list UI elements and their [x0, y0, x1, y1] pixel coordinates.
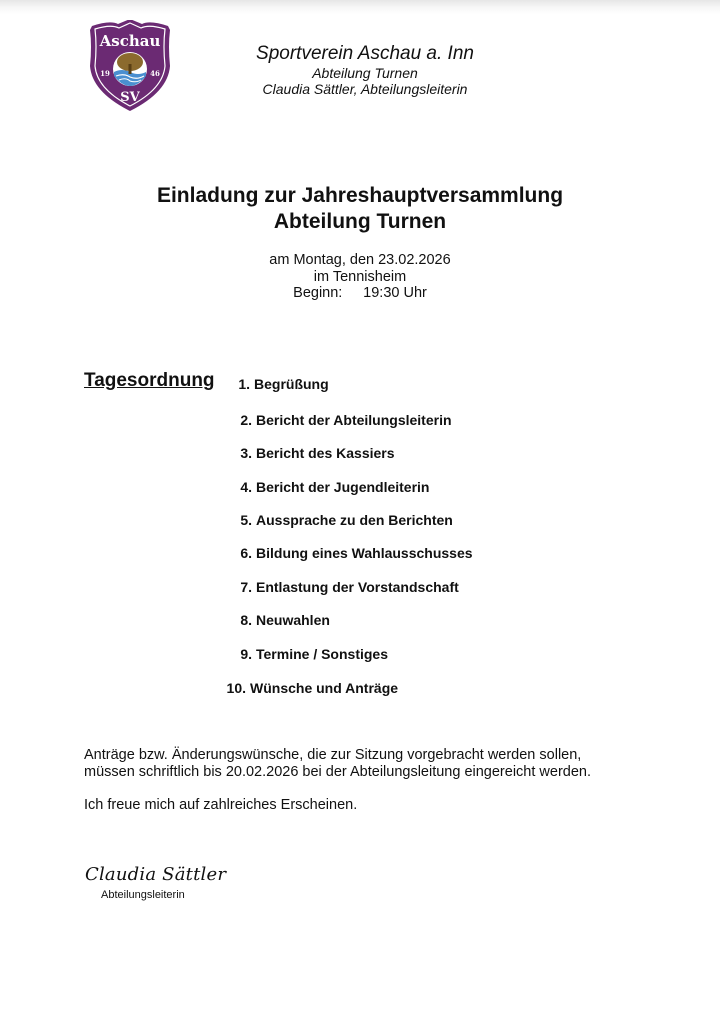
agenda-item-number: 3.	[240, 445, 252, 461]
club-name: Sportverein Aschau a. Inn	[256, 43, 474, 64]
meeting-begin	[0, 285, 720, 302]
logo-year-left: 19	[100, 69, 110, 78]
begin-time: 19:30 Uhr	[363, 285, 427, 301]
agenda-item-label: Aussprache zu den Berichten	[256, 512, 453, 528]
page-top-shadow	[0, 0, 720, 14]
logo-top-text: Aschau	[99, 32, 161, 50]
agenda-item	[222, 646, 388, 662]
agenda-item-number: 10.	[226, 680, 246, 696]
meeting-location: im Tennisheim	[313, 268, 407, 285]
letterhead	[240, 43, 490, 98]
agenda-item-label: Termine / Sonstiges	[256, 646, 388, 662]
agenda-item-label: Bildung eines Wahlausschusses	[256, 545, 473, 561]
agenda-item	[222, 445, 395, 461]
title-line-2: Abteilung Turnen	[273, 210, 447, 233]
agenda-item-label: Bericht des Kassiers	[256, 445, 395, 461]
title-line-1: Einladung zur Jahreshauptversammlung	[156, 184, 564, 207]
agenda-item-number: 5.	[240, 512, 252, 528]
agenda-item	[222, 412, 452, 428]
submission-note-line-1: Anträge bzw. Änderungswünsche, die zur Sitzung vorgebracht werden sollen,	[84, 747, 582, 763]
document-title	[0, 183, 720, 235]
submission-note-line-2: müssen schriftlich bis 20.02.2026 bei der Abteilungsleitung eingereicht werden.	[84, 764, 592, 780]
agenda-item	[222, 579, 459, 595]
agenda-item-number: 6.	[240, 545, 252, 561]
agenda-item-number: 4.	[240, 479, 252, 495]
meeting-date: am Montag, den 23.02.2026	[269, 252, 451, 268]
meeting-details	[0, 252, 720, 302]
club-logo	[88, 20, 172, 112]
department-leader: Claudia Sättler, Abteilungsleiterin	[262, 81, 468, 97]
agenda-item-number: 2.	[240, 412, 252, 428]
agenda-item-label: Neuwahlen	[256, 612, 330, 628]
agenda-item-number: 8.	[240, 612, 252, 628]
logo-year-right: 46	[150, 69, 160, 78]
agenda-item	[222, 545, 473, 561]
agenda-item-label: Entlastung der Vorstandschaft	[256, 579, 459, 595]
submission-note	[84, 747, 644, 781]
agenda-item	[222, 612, 330, 628]
agenda-item-number: 1.	[238, 376, 250, 392]
begin-label: Beginn:	[293, 285, 343, 301]
agenda-item-number: 9.	[240, 646, 252, 662]
logo-bottom-text: SV	[120, 90, 140, 105]
agenda-item	[216, 680, 398, 696]
agenda-item	[222, 479, 429, 495]
agenda-item-label: Bericht der Jugendleiterin	[256, 479, 430, 495]
closing-sentence: Ich freue mich auf zahlreiches Erscheinen.	[84, 797, 358, 813]
agenda-item	[220, 376, 329, 392]
shield-crest-icon	[88, 20, 172, 112]
department-name: Abteilung Turnen	[312, 65, 418, 81]
agenda-item-label: Bericht der Abteilungsleiterin	[256, 412, 452, 428]
agenda-item-label: Begrüßung	[254, 376, 329, 392]
signature-role: Abteilungsleiterin	[101, 889, 185, 901]
agenda-item-number: 7.	[240, 579, 252, 595]
signature-name: Claudia Sättler	[85, 864, 227, 885]
agenda-item-label: Wünsche und Anträge	[250, 680, 399, 696]
agenda-item	[222, 512, 453, 528]
agenda-heading: Tagesordnung	[84, 370, 215, 391]
